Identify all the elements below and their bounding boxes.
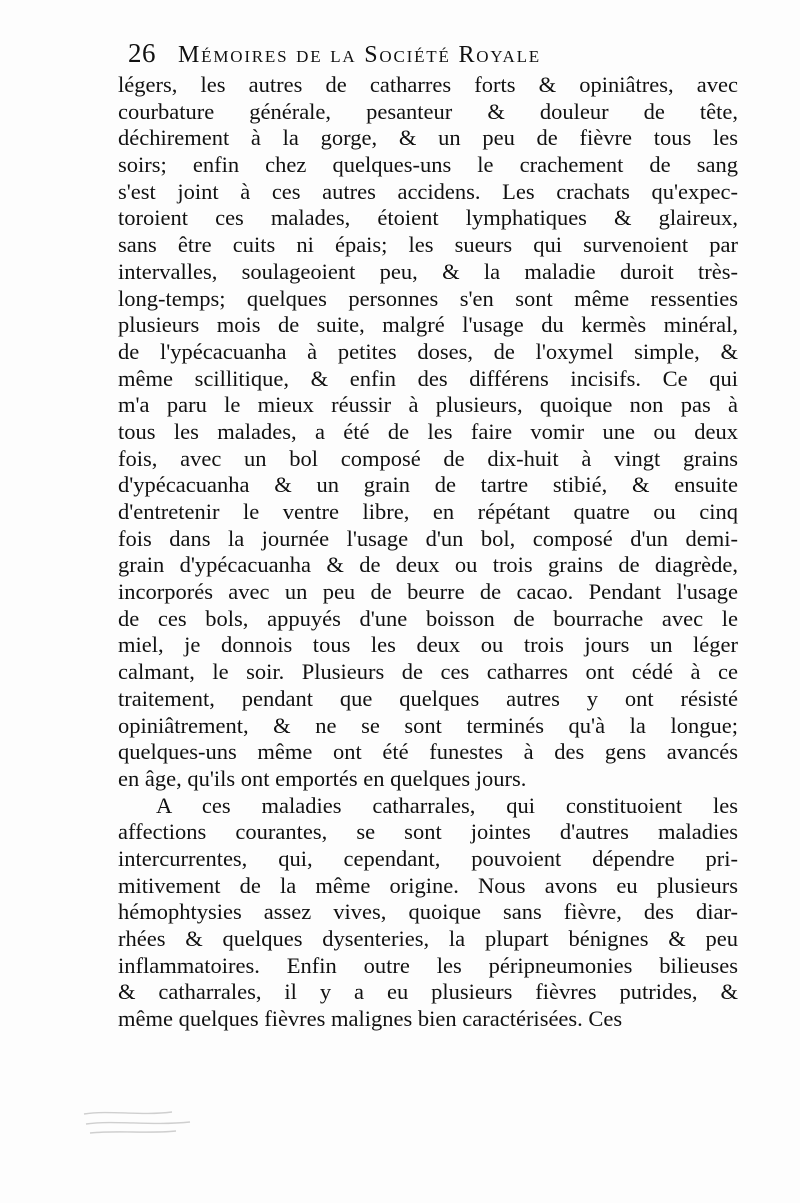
text-line: mitivement de la même origine. Nous avons eu plusieurs [118,872,738,898]
text-line: long-temps; quelques personnes s'en sont même ressenties [118,285,738,311]
text-line: traitement, pendant que quelques autres y ont résisté [118,685,738,711]
running-title: Mémoires de la Société Royale [178,42,541,68]
running-head [128,38,748,74]
text-line: grain d'ypécacuanha & de deux ou trois grains de diagrède, [118,552,738,578]
text-line: A ces maladies catharrales, qui constituoient les [156,792,738,818]
text-line: d'ypécacuanha & un grain de tartre stibié, & ensuite [118,472,738,498]
text-line: courbature générale, pesanteur & douleur de tête, [118,98,738,124]
text-line: légers, les autres de catharres forts & opiniâtres, avec [118,72,738,97]
page-number: 26 [128,38,156,68]
paragraph [118,793,738,1033]
text-line: d'entretenir le ventre libre, en répétant quatre ou cinq [118,499,738,524]
text-line: même scillitique, & enfin des différens incisifs. Ce qui [118,365,738,391]
text-line: intercurrentes, qui, cependant, pouvoient dépendre pri- [118,845,738,871]
text-line: même quelques fièvres malignes bien caractérisées. Ces [118,1006,623,1032]
text-line: hémophtysies assez vives, quoique sans fièvre, des diar- [118,899,738,925]
text-line: miel, je donnois tous les deux ou trois jours un léger [118,632,738,658]
text-line: déchirement à la gorge, & un peu de fièvre tous les [118,125,738,151]
text-line: affections courantes, se sont jointes d'autres maladies [118,819,738,845]
text-line: opiniâtrement, & ne se sont terminés qu'à la longue; [118,712,738,738]
text-line: rhées & quelques dysenteries, la plupart bénignes & peu [118,926,738,951]
text-line: plusieurs mois de suite, malgré l'usage du kermès minéral, [118,312,738,338]
text-line: m'a paru le mieux réussir à plusieurs, quoique non pas à [118,392,738,418]
text-line: sans être cuits ni épais; les sueurs qui survenoient par [118,232,738,258]
text-line: intervalles, soulageoient peu, & la maladie duroit très- [118,258,738,284]
text-line: soirs; enfin chez quelques-uns le crachement de sang [118,152,738,178]
text-line: & catharrales, il y a eu plusieurs fièvres putrides, & [118,979,738,1005]
text-line: quelques-uns même ont été funestes à des gens avancés [118,739,738,765]
text-line: s'est joint à ces autres accidens. Les crachats qu'expec- [118,178,738,204]
text-line: fois dans la journée l'usage d'un bol, composé d'un demi- [118,525,738,551]
text-line: inflammatoires. Enfin outre les péripneumonies bilieuses [118,952,738,978]
text-line: toroient ces malades, étoient lymphatiques & glaireux, [118,205,738,231]
paragraph [118,72,738,793]
text-line: de ces bols, appuyés d'une boisson de bourrache avec le [118,605,738,631]
faded-mark [80,1100,220,1140]
text-line: incorporés avec un peu de beurre de cacao. Pendant l'usage [118,579,738,605]
text-line: tous les malades, a été de les faire vomir une ou deux [118,418,738,444]
body-text [118,72,738,1033]
text-line: fois, avec un bol composé de dix-huit à vingt grains [118,445,738,471]
text-line: calmant, le soir. Plusieurs de ces catharres ont cédé à ce [118,659,738,685]
text-line: de l'ypécacuanha à petites doses, de l'oxymel simple, & [118,338,738,364]
text-line: en âge, qu'ils ont emportés en quelques jours. [118,765,527,791]
